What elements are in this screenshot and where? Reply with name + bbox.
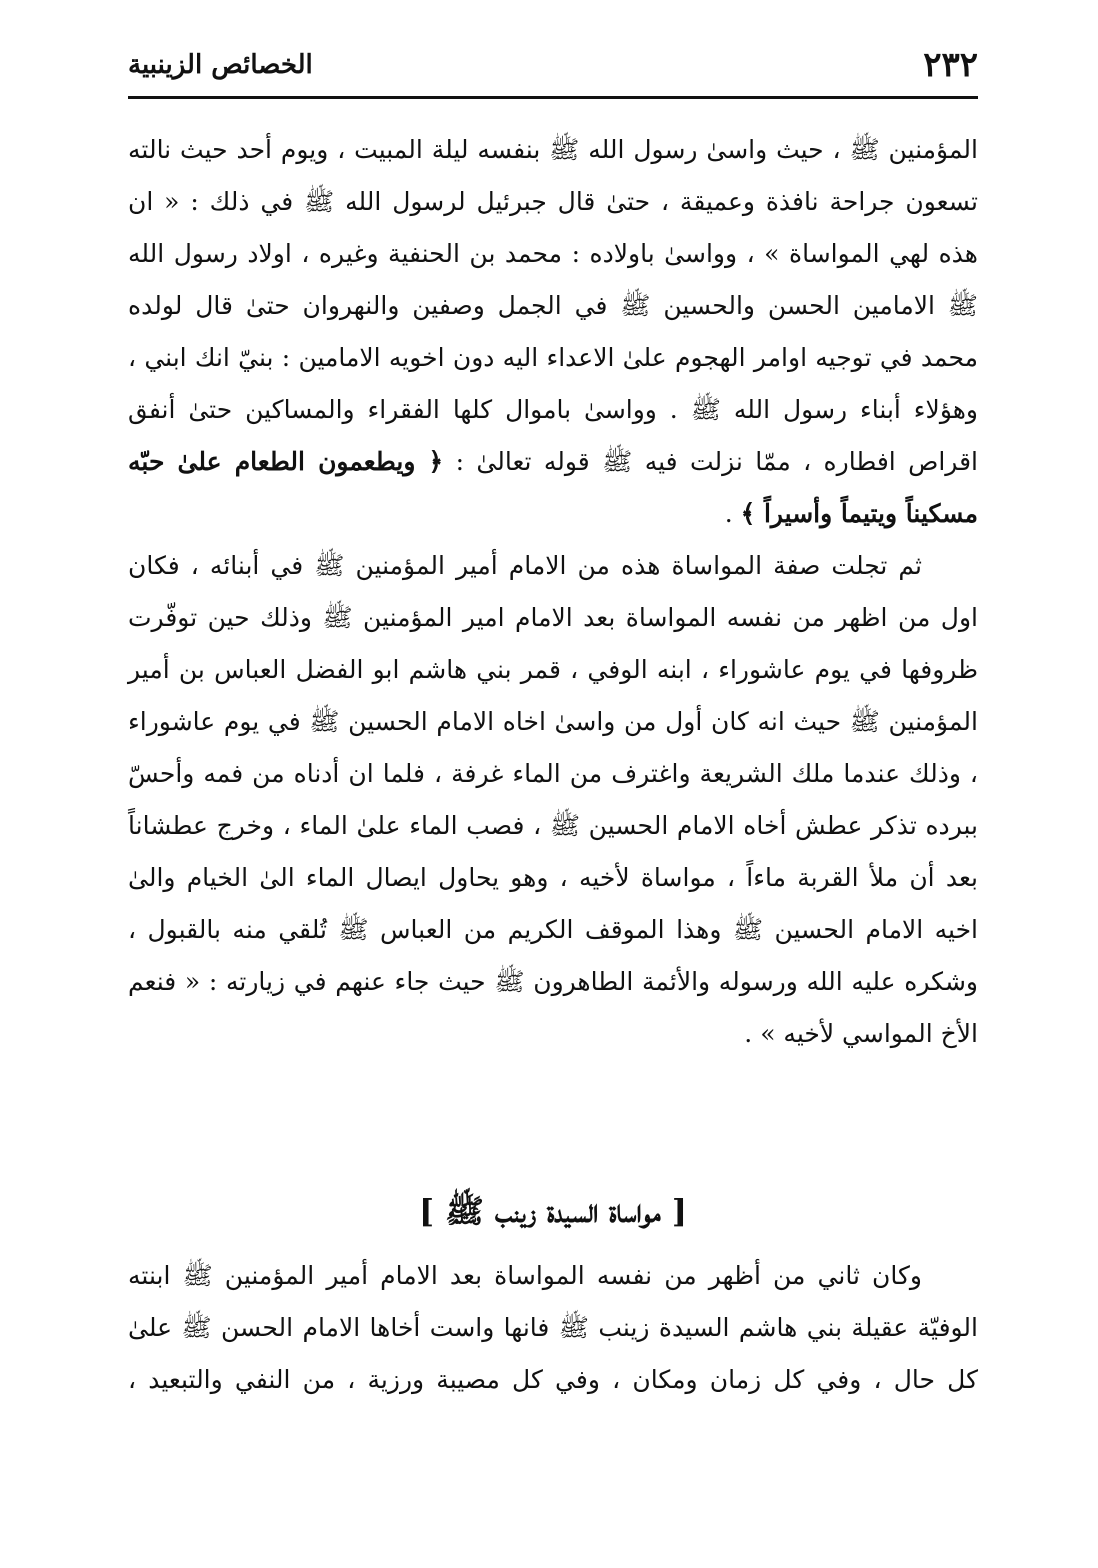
quran-verse: ﴿ ويطعمون الطعام علىٰ حبّه مسكيناً ويتيماً وأسيراً ﴾: [128, 447, 978, 528]
paragraph-3: وكان ثاني من أظهر من نفسه المواساة بعد الامام أمير المؤمنين ﷺ ابنته الوفيّة عقيلة بني هاشم السيدة زينب ﷺ فانها واست أخاها الامام الحسن ﷺ علىٰ كل حال ، وفي كل زمان ومكان ، وفي كل مصيبة ورزية ، من النفي والتبعيد ،: [128, 1261, 978, 1394]
section-heading: [ مواساة السيدة زينب ﷺ ]: [418, 1192, 688, 1230]
paragraph-2: ثم تجلت صفة المواساة هذه من الامام أمير المؤمنين ﷺ في أبنائه ، فكان اول من اظهر من نفسه المواساة بعد الامام امير المؤمنين ﷺ وذلك حين توفّرت ظروفها في يوم عاشوراء ، ابنه الوفي ، قمر بني هاشم ابو الفضل العباس بن أمير المؤمنين ﷺ حيث انه كان أول من واسىٰ اخاه الامام الحسين ﷺ في يوم عاشوراء ، وذلك عندما ملك الشريعة واغترف من الماء غرفة ، فلما ان أدناه من فمه وأحسّ ببرده تذكر عطش أخاه الامام الحسين ﷺ ، فصب الماء علىٰ الماء ، وخرج عطشاناً بعد أن ملأ القربة ماءاً ، مواساة لأخيه ، وهو يحاول ايصال الماء الىٰ الخيام والىٰ اخيه الامام الحسين ﷺ وهذا الموقف الكريم من العباس ﷺ تُلقي منه بالقبول ، وشكره عليه الله ورسوله والأئمة الطاهرون ﷺ حيث جاء عنهم في زيارته : « فنعم الأخ المواسي لأخيه » .: [128, 551, 978, 1048]
paragraph-1-text: المؤمنين ﷺ ، حيث واسىٰ رسول الله ﷺ بنفسه ليلة المبيت ، ويوم أحد حيث نالته تسعون جراحة نافذة وعميقة ، حتىٰ قال جبرئيل لرسول الله ﷺ في ذلك : « ان هذه لهي المواساة » ، وواسىٰ باولاده : محمد بن الحنفية وغيره ، اولاد رسول الله ﷺ الامامين الحسن والحسين ﷺ في الجمل وصفين والنهروان حتىٰ قال لولده محمد في توجيه اوامر الهجوم علىٰ الاعداء اليه دون اخويه الامامين : بنيّ انك ابني ، وهؤلاء أبناء رسول الله ﷺ . وواسىٰ باموال كلها الفقراء والمساكين حتىٰ أنفق اقراص افطاره ، ممّا نزلت فيه ﷺ قوله تعالىٰ :: [128, 135, 978, 476]
section-text: [128, 1250, 978, 1406]
paragraph-1: [128, 124, 978, 540]
page-header: [128, 40, 978, 90]
main-text: [128, 124, 978, 1060]
header-rule: [128, 96, 978, 99]
running-title: الخصائص الزينبية: [128, 50, 313, 80]
page-number: ٢٣٢: [923, 45, 978, 85]
paragraph-1-end: .: [724, 499, 741, 528]
